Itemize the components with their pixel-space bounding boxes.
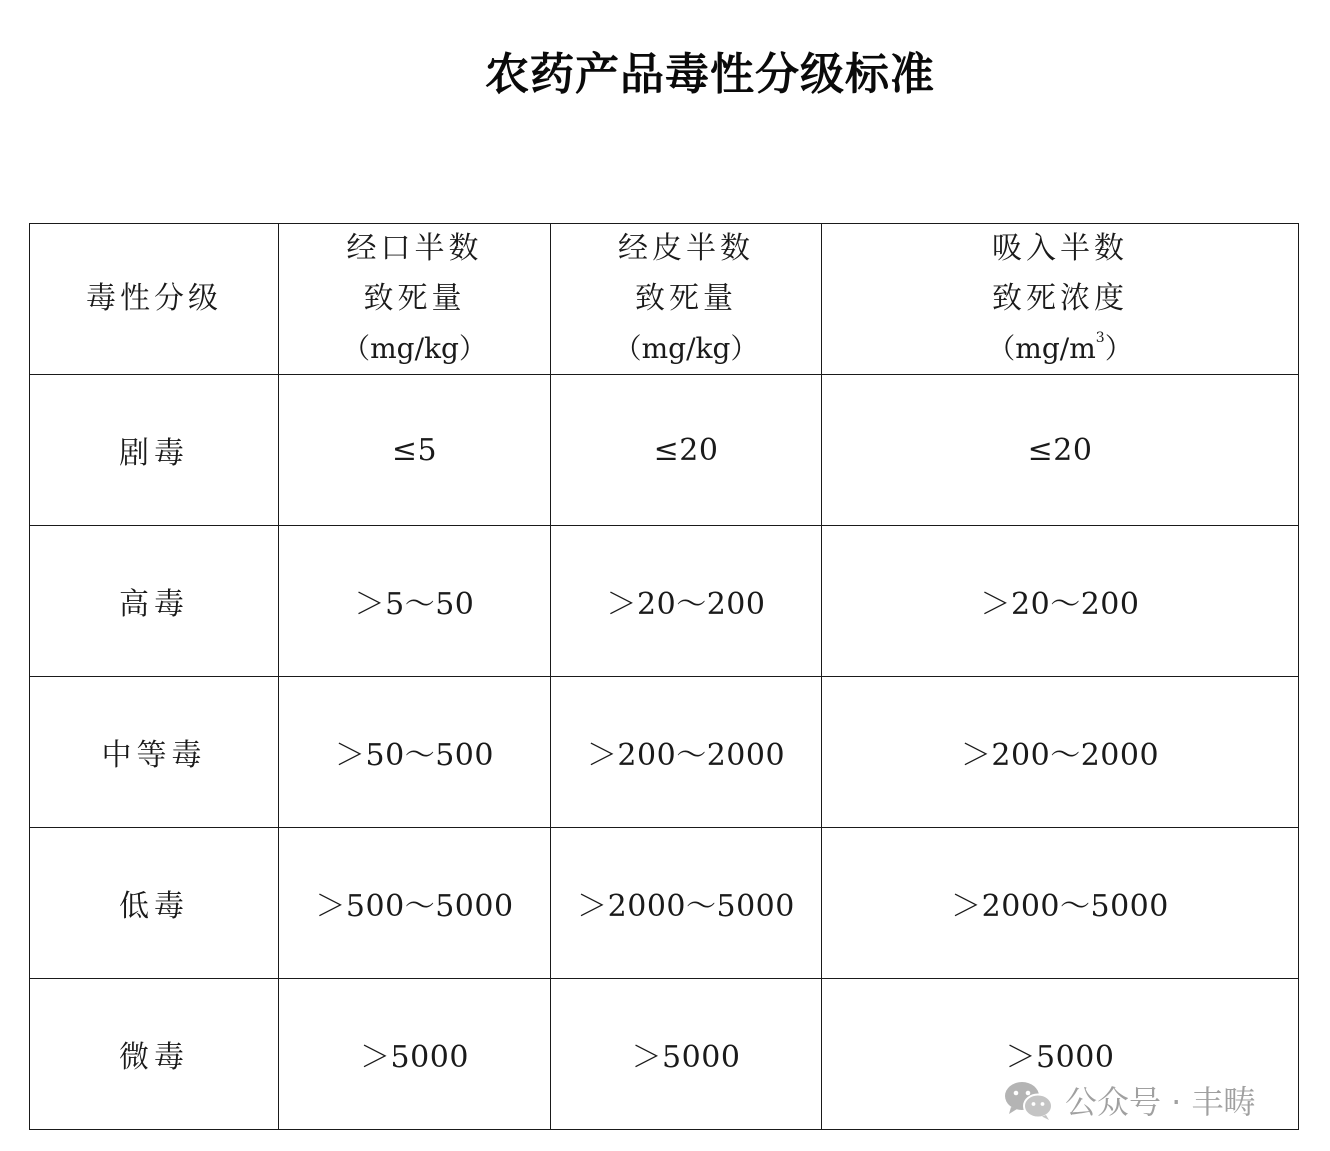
grade-cell: 微毒 (30, 979, 279, 1130)
header-inhalation-unit: $(mg/m^3)$ (987, 330, 1133, 365)
table-row (30, 677, 1299, 828)
oral-value-cell: ＞50～500 (279, 677, 551, 828)
table-row (30, 375, 1299, 526)
dermal-value-cell: ＞5000 (551, 979, 822, 1130)
header-oral-ld50: 经口半数 致死量 （mg/kg） (279, 224, 551, 375)
grade-cell: 中等毒 (30, 677, 279, 828)
inhalation-value-cell: ＞200～2000 (822, 677, 1299, 828)
watermark (1003, 1078, 1256, 1122)
dermal-value-cell: ＞20～200 (551, 526, 822, 677)
header-inhalation-lc50: 吸入半数 致死浓度 $(mg/m^3)$ (822, 224, 1299, 375)
oral-value-cell: ＞5～50 (279, 526, 551, 677)
table-row (30, 526, 1299, 677)
toxicity-table (29, 223, 1299, 1130)
table-row (30, 828, 1299, 979)
header-oral-unit: （mg/kg） (342, 332, 487, 365)
inhalation-value-cell: ＞5000 (822, 979, 1299, 1130)
grade-cell: 高毒 (30, 526, 279, 677)
inhalation-value-cell: ≤20 (822, 375, 1299, 526)
table-header-row (30, 224, 1299, 375)
dermal-value-cell: ＞200～2000 (551, 677, 822, 828)
grade-cell: 剧毒 (30, 375, 279, 526)
watermark-text: 公众号 · 丰畴 (1065, 1083, 1256, 1121)
inhalation-value-cell: ＞20～200 (822, 526, 1299, 677)
oral-value-cell: ≤5 (279, 375, 551, 526)
header-grade: 毒性分级 (30, 224, 279, 375)
header-dermal-ld50: 经皮半数 致死量 （mg/kg） (551, 224, 822, 375)
dermal-value-cell: ≤20 (551, 375, 822, 526)
grade-cell: 低毒 (30, 828, 279, 979)
oral-value-cell: ＞5000 (279, 979, 551, 1130)
oral-value-cell: ＞500～5000 (279, 828, 551, 979)
dermal-value-cell: ＞2000～5000 (551, 828, 822, 979)
wechat-icon (1003, 1079, 1055, 1121)
inhalation-value-cell: ＞2000～5000 (822, 828, 1299, 979)
page-title: 农药产品毒性分级标准 (485, 49, 935, 100)
header-dermal-unit: （mg/kg） (613, 332, 759, 365)
